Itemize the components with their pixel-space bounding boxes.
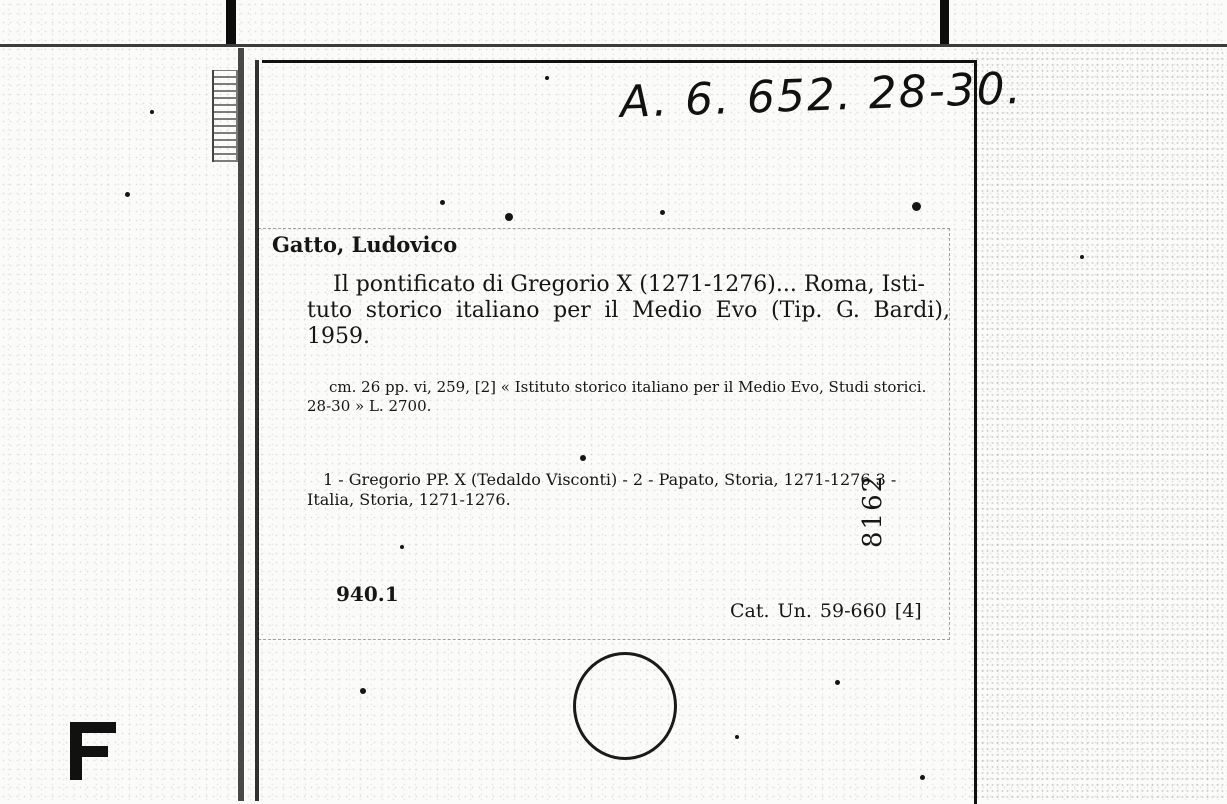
class-number: 940.1: [336, 582, 399, 606]
catalog-reference: Cat. Un. 59-660 [4]: [730, 600, 922, 622]
title-block: [307, 272, 950, 350]
left-rail-top: [226, 0, 236, 44]
author-heading: Gatto, Ludovico: [272, 232, 458, 257]
punch-hole: [573, 652, 677, 760]
card-stub: [212, 70, 238, 162]
title-imprint: tuto storico italiano per il Medio Evo (Tip. G. Bardi), 1959.: [307, 298, 950, 349]
subject-headings: 1 - Gregorio PP. X (Tedaldo Visconti) - 2 - Papato, Storia, 1271-1276 3 - Italia, Storia, 1271-1276.: [307, 470, 897, 509]
shelfmark: A. 6. 652. 28-30.: [619, 62, 1024, 129]
side-number: 8162: [858, 473, 888, 548]
collation: cm. 26 pp. vi, 259, [2] « Istituto storico italiano per il Medio Evo, Studi storici. 28-30 » L. 2700.: [307, 378, 927, 415]
title-line: Il pontificato di Gregorio X (1271-1276)... Roma, Isti-: [333, 272, 925, 297]
top-rule: [0, 44, 1227, 47]
margin-mark: [70, 722, 116, 780]
edge-noise: [970, 50, 1227, 801]
right-rail-top: [940, 0, 949, 44]
left-rail: [238, 48, 244, 801]
